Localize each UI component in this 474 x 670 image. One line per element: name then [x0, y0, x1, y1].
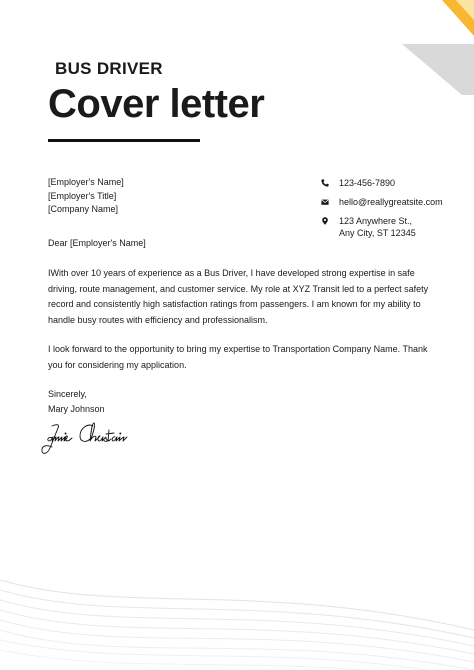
bottom-wave-decoration	[0, 560, 474, 670]
contact-block	[320, 177, 443, 246]
sender-name: Mary Johnson	[48, 404, 105, 414]
contact-address-line1: 123 Anywhere St.,	[339, 216, 413, 226]
mail-icon	[320, 196, 329, 208]
recipient-title: [Employer's Title]	[48, 190, 117, 201]
body-paragraph-2: I look forward to the opportunity to bring my expertise to Transportation Company Name. Thank you for considering my application.	[48, 344, 428, 370]
phone-icon	[320, 177, 329, 189]
recipient-company: [Company Name]	[48, 204, 119, 214]
corner-decoration	[384, 0, 474, 95]
document-title: Cover letter	[48, 82, 265, 126]
contact-email[interactable]: hello@reallygreatsite.com	[339, 197, 443, 207]
job-title: BUS DRIVER	[55, 59, 163, 78]
salutation: Dear [Employer's Name]	[48, 238, 146, 248]
contact-phone-row	[320, 177, 443, 189]
closing-phrase: Sincerely,	[48, 389, 87, 399]
title-underline	[48, 139, 200, 142]
contact-address-row	[320, 215, 443, 239]
contact-email-row	[320, 196, 443, 208]
recipient-name: [Employer's Name]	[48, 177, 124, 187]
recipient-block	[48, 176, 124, 217]
closing-block	[48, 387, 105, 417]
location-pin-icon	[320, 215, 329, 227]
handwritten-signature	[38, 418, 158, 460]
contact-address-line2: Any City, ST 12345	[339, 228, 416, 238]
contact-phone: 123-456-7890	[339, 178, 396, 188]
body-paragraph-1: IWith over 10 years of experience as a Bus Driver, I have developed strong expertise in safe driving, route management, and customer service. My role at XYZ Transit led to a perfect safety record and consistently high satisfaction ratings from passengers. I am known for my ability to handle busy routes with efficiency and professionalism.	[48, 268, 429, 325]
